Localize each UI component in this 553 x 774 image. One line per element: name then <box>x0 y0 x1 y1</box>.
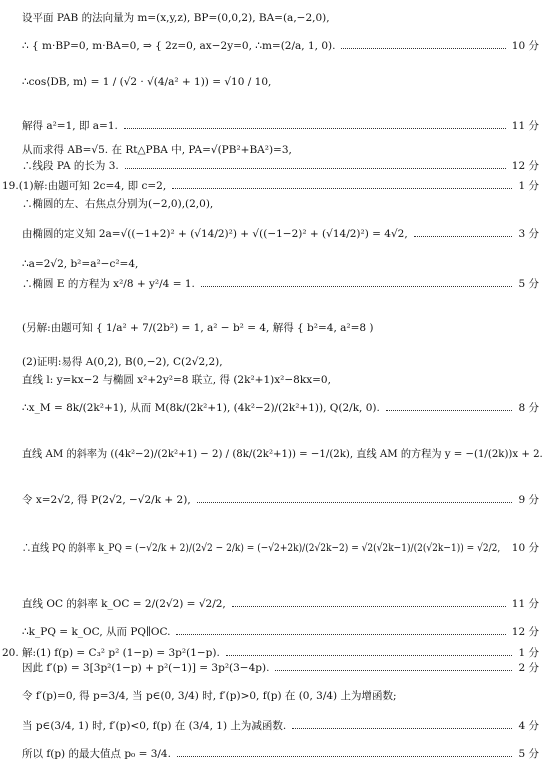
score-mark: 9 分 <box>518 494 539 506</box>
solution-line <box>0 624 553 640</box>
solution-line <box>0 354 553 370</box>
solution-line <box>0 718 553 734</box>
solution-line-text: (2)证明:易得 A(0,2), B(0,−2), C(2√2,2), <box>22 356 223 368</box>
solution-line-text: 直线 AM 的斜率为 ((4k²−2)/(2k²+1) − 2) / (8k/(2k²+1)) = −1/(2k), 直线 AM 的方程为 y = −(1/(2k))x + 2. <box>22 448 543 460</box>
dotted-leader <box>172 188 512 189</box>
solution-line <box>0 178 553 194</box>
score-mark: 5 分 <box>518 278 539 290</box>
solution-line <box>0 746 553 762</box>
dotted-leader <box>275 670 512 671</box>
solution-line-text: 20. 解:(1) f(p) = C₃² p² (1−p) = 3p²(1−p). <box>2 647 220 659</box>
solution-line-text: ∴线段 PA 的长为 3. <box>22 160 119 172</box>
solution-line-text: (另解:由题可知 { 1/a² + 7/(2b²) = 1, a² − b² = 4, 解得 { b²=4, a²=8 ) <box>22 322 374 334</box>
solution-line <box>0 256 553 272</box>
dotted-leader <box>177 756 512 757</box>
solution-line-text: ∴x_M = 8k/(2k²+1), 从而 M(8k/(2k²+1), (4k²−2)/(2k²+1)), Q(2/k, 0). <box>22 402 380 414</box>
dotted-leader <box>232 606 506 607</box>
score-mark: 1 分 <box>518 180 539 192</box>
solution-line-text: 19.(1)解:由题可知 2c=4, 即 c=2, <box>2 180 167 192</box>
score-mark: 10 分 <box>511 40 539 52</box>
solution-line-text: ∴直线 PQ 的斜率 k_PQ = (−√2/k + 2)/(2√2 − 2/k) = (−√2+2k)/(2√2k−2) = √2(√2k−1)/(2(√2k−1)) = √2/2, <box>22 542 501 554</box>
solution-line-text: 由椭圆的定义知 2a=√((−1+2)² + (√14/2)²) + √((−1−2)² + (√14/2)²) = 4√2, <box>22 228 408 240</box>
dotted-leader <box>125 168 506 169</box>
score-mark: 11 分 <box>511 598 539 610</box>
solution-line-text: 直线 OC 的斜率 k_OC = 2/(2√2) = √2/2, <box>22 598 226 610</box>
solution-line-text: ∴ { m·BP=0, m·BA=0, ⇒ { 2z=0, ax−2y=0, ∴m=(2/a, 1, 0). <box>22 40 336 52</box>
score-mark: 4 分 <box>518 720 539 732</box>
solution-line-text: 当 p∈(3/4, 1) 时, f′(p)<0, f(p) 在 (3/4, 1) 上为减函数. <box>22 720 287 732</box>
solution-line <box>0 74 553 90</box>
score-mark: 8 分 <box>518 402 539 414</box>
dotted-leader <box>226 655 512 656</box>
solution-line-text: ∴a=2√2, b²=a²−c²=4, <box>22 258 139 270</box>
solution-line <box>0 10 553 26</box>
solution-line <box>0 492 553 508</box>
solution-line-text: 令 x=2√2, 得 P(2√2, −√2/k + 2), <box>22 494 191 506</box>
solution-line <box>0 596 553 612</box>
dotted-leader <box>386 410 512 411</box>
solution-line <box>0 645 553 661</box>
solution-line <box>0 660 553 676</box>
solution-line <box>0 688 553 704</box>
score-mark: 5 分 <box>518 748 539 760</box>
solution-line-text: 设平面 PAB 的法向量为 m=(x,y,z), BP=(0,0,2), BA=(a,−2,0), <box>22 12 330 24</box>
solution-line <box>0 400 553 416</box>
solution-line-text: ∴k_PQ = k_OC, 从而 PQ∥OC. <box>22 626 171 638</box>
dotted-leader <box>414 236 512 237</box>
solution-line-text: 直线 l: y=kx−2 与椭圆 x²+2y²=8 联立, 得 (2k²+1)x²−8kx=0, <box>22 374 331 386</box>
score-mark: 11 分 <box>511 120 539 132</box>
solution-line <box>0 276 553 292</box>
score-mark: 1 分 <box>518 647 539 659</box>
solution-line <box>0 118 553 134</box>
score-mark: 12 分 <box>511 626 539 638</box>
dotted-leader <box>292 728 512 729</box>
score-mark: 2 分 <box>518 662 539 674</box>
solution-line-text: 解得 a²=1, 即 a=1. <box>22 120 118 132</box>
score-mark: 10 分 <box>511 542 539 554</box>
solution-line <box>0 320 553 336</box>
solution-line <box>0 158 553 174</box>
solution-line-text: ∴椭圆的左、右焦点分别为(−2,0),(2,0), <box>22 198 214 210</box>
solution-line <box>0 142 553 158</box>
solution-line-text: 因此 f′(p) = 3[3p²(1−p) + p²(−1)] = 3p²(3−4p). <box>22 662 270 674</box>
dotted-leader <box>124 128 506 129</box>
score-mark: 12 分 <box>511 160 539 172</box>
dotted-leader <box>197 502 512 503</box>
solution-line-text: 所以 f(p) 的最大值点 p₀ = 3/4. <box>22 748 171 760</box>
dotted-leader <box>201 286 512 287</box>
solution-line-text: ∴椭圆 E 的方程为 x²/8 + y²/4 = 1. <box>22 278 195 290</box>
solution-line <box>0 540 553 556</box>
solution-line <box>0 446 553 462</box>
score-mark: 3 分 <box>518 228 539 240</box>
dotted-leader <box>176 634 506 635</box>
dotted-leader <box>341 48 506 49</box>
solution-line-text: ∴cos⟨DB, m⟩ = 1 / (√2 · √(4/a² + 1)) = √10 / 10, <box>22 76 272 88</box>
solution-line <box>0 196 553 212</box>
solution-line <box>0 38 553 54</box>
solution-line <box>0 372 553 388</box>
solution-line-text: 令 f′(p)=0, 得 p=3/4, 当 p∈(0, 3/4) 时, f′(p)>0, f(p) 在 (0, 3/4) 上为增函数; <box>22 690 397 702</box>
solution-line <box>0 226 553 242</box>
solution-line-text: 从而求得 AB=√5. 在 Rt△PBA 中, PA=√(PB²+BA²)=3, <box>22 144 292 156</box>
